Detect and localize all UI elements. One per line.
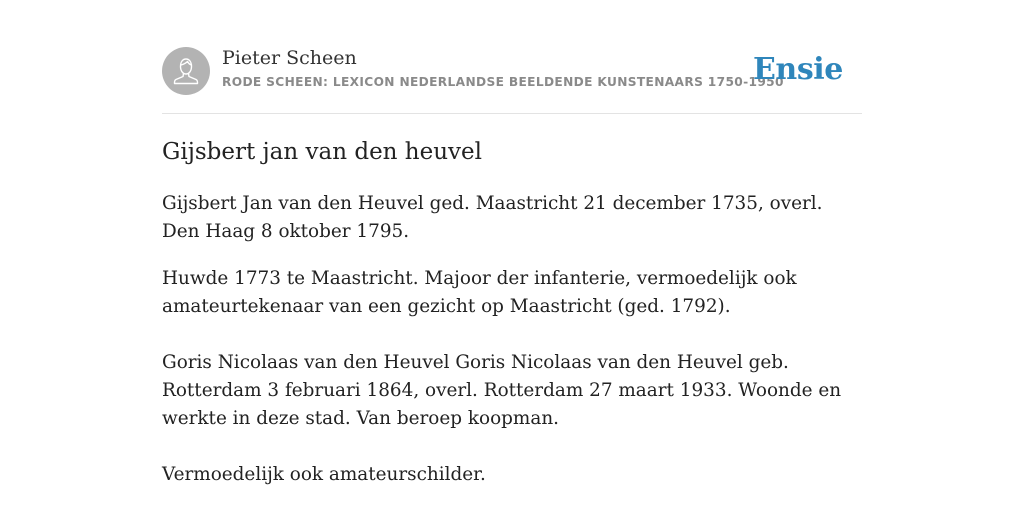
brand-logo[interactable]: Ensie [752, 52, 843, 87]
source-title[interactable]: RODE SCHEEN: LEXICON NEDERLANDSE BEELDENDE KUNSTENAARS 1750-1950 [222, 75, 784, 89]
article-paragraph: Vermoedelijk ook amateurschilder. [162, 464, 486, 485]
user-silhouette-icon [162, 47, 210, 95]
article-paragraph: Goris Nicolaas van den Heuvel Goris Nicolaas van den Heuvel geb. Rotterdam 3 februari 1864, overl. Rotterdam 27 maart 1933. Woonde en werkte in deze stad. Van beroep koopman. [162, 352, 842, 429]
header-divider [162, 113, 862, 114]
article-paragraph: Gijsbert Jan van den Heuvel ged. Maastricht 21 december 1735, overl. Den Haag 8 oktober 1795. [162, 193, 823, 242]
author-avatar[interactable] [162, 47, 210, 95]
article-paragraph: Huwde 1773 te Maastricht. Majoor der infanterie, vermoedelijk ook amateurtekenaar van een gezicht op Maastricht (ged. 1792). [162, 268, 797, 317]
article-title: Gijsbert jan van den heuvel [162, 139, 483, 165]
author-name[interactable]: Pieter Scheen [222, 47, 357, 69]
page [162, 0, 862, 512]
article-header [162, 46, 862, 96]
